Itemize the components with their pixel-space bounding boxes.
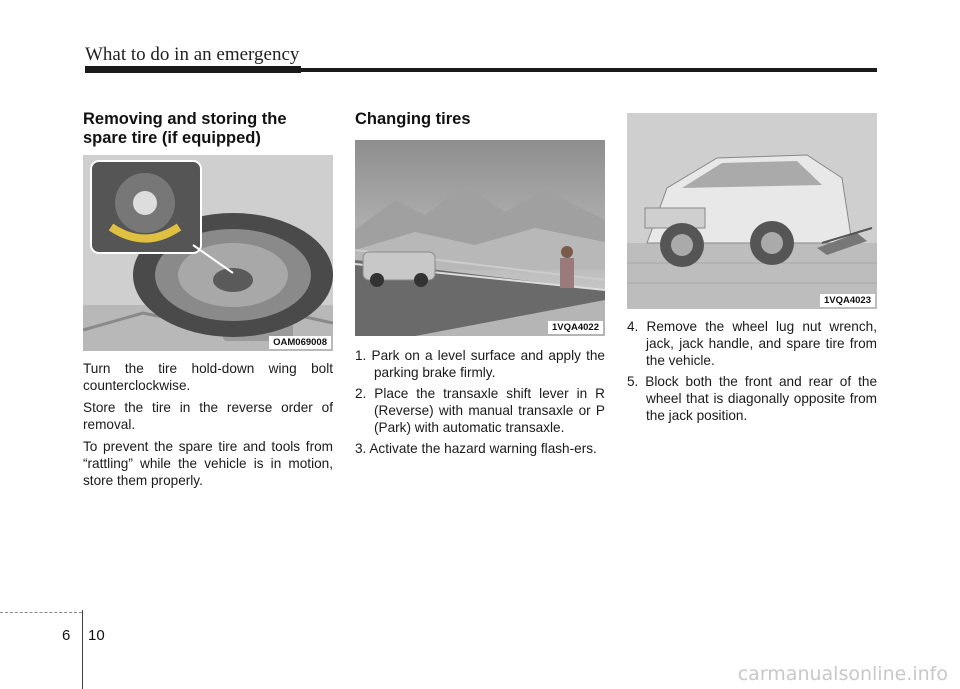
steps-list-4-5: [627, 318, 877, 424]
suv-jack-illustration: [627, 113, 877, 309]
header-rule-accent: [85, 66, 301, 73]
step-3: 3. Activate the hazard warning flash-ers.: [355, 441, 597, 456]
figure-spare-tire: [83, 155, 333, 351]
step-4: 4. Remove the wheel lug nut wrench, jack, jack handle, and spare tire from the vehicle.: [627, 319, 877, 368]
paragraph-store-tire: Store the tire in the reverse order of removal.: [83, 400, 333, 432]
section-heading-spare-tire: Removing and storing the spare tire (if equipped): [83, 110, 287, 147]
section-heading-changing-tires: Changing tires: [355, 110, 471, 128]
watermark-text: carmanualsonline.info: [737, 663, 948, 685]
footer-rule: [0, 612, 82, 613]
page-number: 10: [88, 627, 105, 644]
steps-list-1-3: [355, 347, 605, 457]
figure-suv-jack: [627, 113, 877, 309]
step-5: 5. Block both the front and rear of the wheel that is diagonally opposite from the jack position.: [627, 374, 877, 423]
figure-label-oam069008: OAM069008: [269, 336, 331, 349]
roadside-illustration: [355, 140, 605, 336]
figure-label-1vqa4023: 1VQA4023: [820, 294, 875, 307]
paragraph-turn-bolt: Turn the tire hold-down wing bolt counterclockwise.: [83, 361, 333, 393]
column-changing-tires-cont: [627, 113, 877, 428]
column-spare-tire: [83, 110, 333, 489]
page-header-title: What to do in an emergency: [85, 44, 300, 65]
column-changing-tires: [355, 110, 605, 461]
step-1: 1. Park on a level surface and apply the parking brake firmly.: [355, 348, 605, 380]
figure-roadside: [355, 140, 605, 336]
step-2: 2. Place the transaxle shift lever in R (Reverse) with manual transaxle or P (Park) with automatic transaxle.: [355, 386, 605, 435]
spare-tire-illustration: [83, 155, 333, 351]
paragraph-prevent-rattling: To prevent the spare tire and tools from “rattling” while the vehicle is in motion, store them properly.: [83, 439, 333, 488]
figure-label-1vqa4022: 1VQA4022: [548, 321, 603, 334]
section-number: 6: [62, 627, 71, 644]
footer-separator: [82, 610, 83, 689]
